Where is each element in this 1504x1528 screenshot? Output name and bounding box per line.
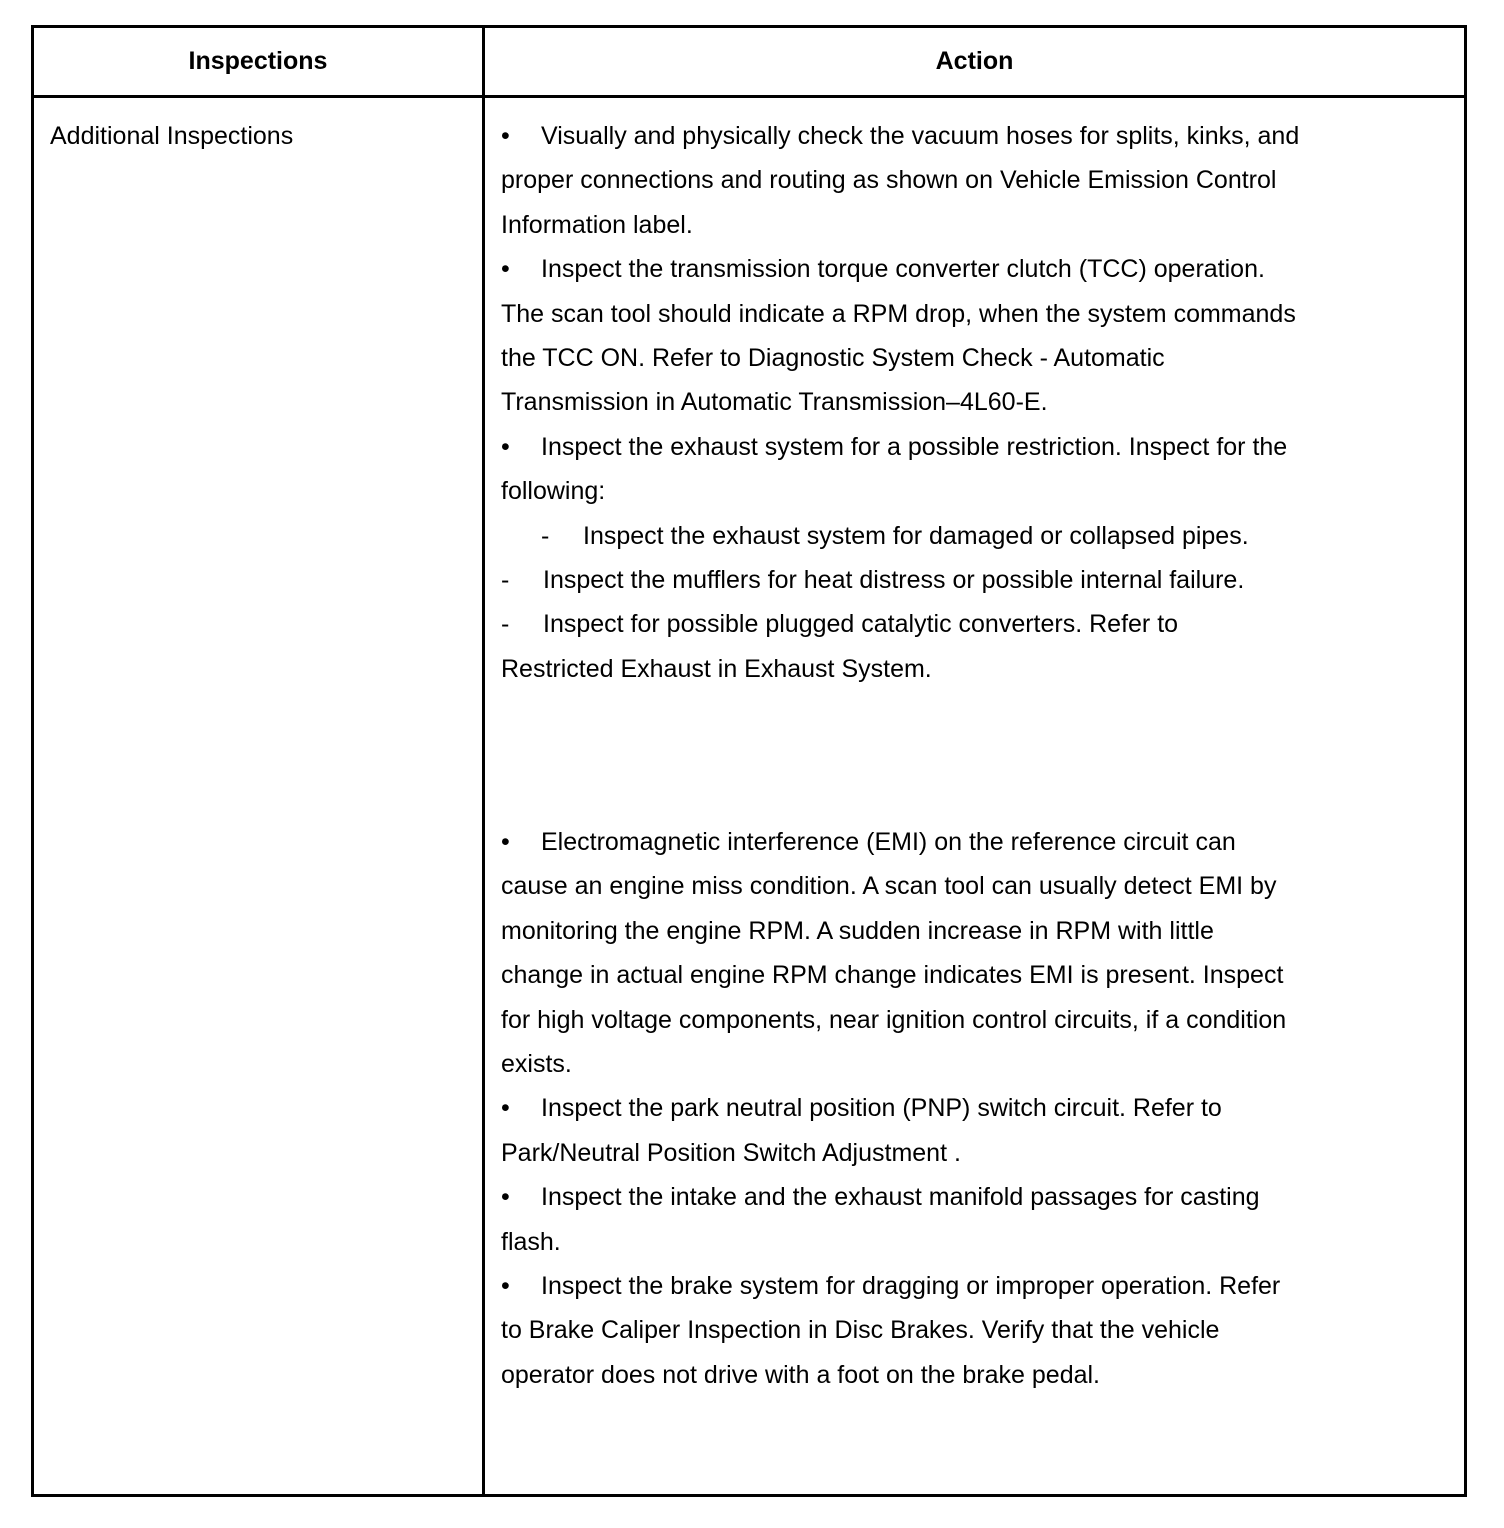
- action-text: Restricted Exhaust in Exhaust System.: [501, 654, 932, 683]
- action-line: [501, 1086, 1401, 1130]
- action-cell: [501, 114, 1401, 1397]
- dash-marker: -: [541, 521, 550, 550]
- action-line: [501, 114, 1401, 158]
- action-line: [501, 292, 1401, 336]
- action-line: [501, 602, 1401, 646]
- action-line: [501, 203, 1401, 247]
- bullet-marker: •: [501, 255, 510, 284]
- action-line: [501, 1131, 1401, 1175]
- action-text: the TCC ON. Refer to Diagnostic System Check - Automatic: [501, 343, 1165, 372]
- paragraph-spacer: [501, 691, 1401, 820]
- action-text: proper connections and routing as shown on Vehicle Emission Control: [501, 166, 1277, 195]
- bullet-marker: •: [501, 432, 510, 461]
- bullet-marker: •: [501, 828, 510, 857]
- bullet-marker: •: [501, 1094, 510, 1123]
- action-text: Inspect the mufflers for heat distress or possible internal failure.: [543, 565, 1245, 594]
- action-text: to Brake Caliper Inspection in Disc Brakes. Verify that the vehicle: [501, 1316, 1220, 1345]
- action-text: operator does not drive with a foot on the brake pedal.: [501, 1360, 1100, 1389]
- action-line: [501, 909, 1401, 953]
- action-line: [501, 1353, 1401, 1397]
- header-inspections: Inspections: [188, 47, 328, 75]
- action-line: [501, 1175, 1401, 1219]
- action-text: Inspect the transmission torque converter clutch (TCC) operation.: [541, 255, 1265, 284]
- header-divider: [34, 95, 1464, 98]
- action-line: [501, 953, 1401, 997]
- action-line: [501, 647, 1401, 691]
- inspection-cell: Additional Inspections: [50, 122, 294, 150]
- action-text: Inspect the exhaust system for damaged or collapsed pipes.: [583, 521, 1249, 550]
- action-text: flash.: [501, 1227, 561, 1256]
- action-line: [501, 820, 1401, 864]
- dash-marker: -: [501, 610, 510, 639]
- header-action: Action: [935, 47, 1014, 75]
- action-text: Inspect the exhaust system for a possible restriction. Inspect for the: [541, 432, 1288, 461]
- action-line: [501, 247, 1401, 291]
- action-line: [501, 514, 1401, 558]
- action-line: [501, 380, 1401, 424]
- action-line: [501, 425, 1401, 469]
- action-line: [501, 1264, 1401, 1308]
- action-line: [501, 1308, 1401, 1352]
- action-text: for high voltage components, near ignition control circuits, if a condition: [501, 1005, 1287, 1034]
- action-line: [501, 1220, 1401, 1264]
- action-text: Electromagnetic interference (EMI) on the reference circuit can: [541, 828, 1236, 857]
- action-line: [501, 558, 1401, 602]
- action-line: [501, 864, 1401, 908]
- action-line: [501, 158, 1401, 202]
- action-text: Information label.: [501, 210, 693, 239]
- bullet-marker: •: [501, 1183, 510, 1212]
- dash-marker: -: [501, 565, 510, 594]
- action-text: Inspect the park neutral position (PNP) switch circuit. Refer to: [541, 1094, 1222, 1123]
- action-text: change in actual engine RPM change indicates EMI is present. Inspect: [501, 961, 1284, 990]
- action-text: following:: [501, 477, 606, 506]
- action-text: Visually and physically check the vacuum hoses for splits, kinks, and: [541, 122, 1300, 150]
- action-text: Transmission in Automatic Transmission–4L60-E.: [501, 388, 1048, 417]
- action-text: cause an engine miss condition. A scan tool can usually detect EMI by: [501, 872, 1277, 901]
- action-text: Inspect the brake system for dragging or improper operation. Refer: [541, 1271, 1281, 1300]
- action-text: Inspect for possible plugged catalytic converters. Refer to: [543, 610, 1179, 639]
- action-line: [501, 469, 1401, 513]
- bullet-marker: •: [501, 1271, 510, 1300]
- action-line: [501, 1042, 1401, 1086]
- inspection-table: [31, 25, 1467, 1497]
- action-text: exists.: [501, 1050, 572, 1079]
- action-line: [501, 336, 1401, 380]
- action-text: monitoring the engine RPM. A sudden increase in RPM with little: [501, 916, 1214, 945]
- action-text: Park/Neutral Position Switch Adjustment .: [501, 1138, 961, 1167]
- action-text: The scan tool should indicate a RPM drop, when the system commands: [501, 299, 1296, 328]
- column-divider: [482, 28, 485, 1494]
- action-line: [501, 998, 1401, 1042]
- action-text: Inspect the intake and the exhaust manifold passages for casting: [541, 1183, 1260, 1212]
- bullet-marker: •: [501, 122, 510, 150]
